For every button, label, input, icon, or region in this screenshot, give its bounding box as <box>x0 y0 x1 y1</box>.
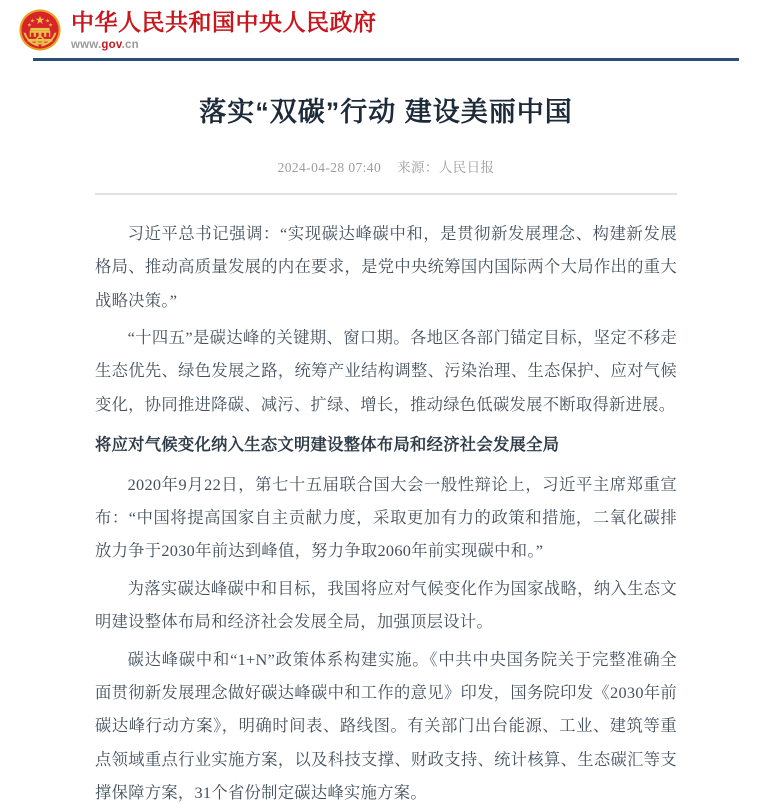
paragraph: 习近平总书记强调：“实现碳达峰碳中和，是贯彻新发展理念、构建新发展格局、推动高质量发展的内在要求，是党中央统筹国内国际两个大局作出的重大战略决策。” <box>95 223 677 310</box>
brand-block <box>71 9 377 52</box>
meta-divider <box>95 193 677 195</box>
article-body <box>95 217 677 810</box>
paragraph: 为落实碳达峰碳中和目标，我国将应对气候变化作为国家战略，纳入生态文明建设整体布局和经济社会发展全局，加强顶层设计。 <box>95 578 677 632</box>
site-header <box>0 0 772 56</box>
article-source-label: 来源： <box>397 159 439 175</box>
site-brand-title: 中华人民共和国中央人民政府 <box>71 8 377 35</box>
site-url[interactable] <box>71 40 377 52</box>
site-url-gov: gov <box>101 38 122 51</box>
paragraph: 碳达峰碳中和“1+N”政策体系构建实施。《中共中央国务院关于完整准确全面贯彻新发展理念做好碳达峰碳中和工作的意见》印发，国务院印发《2030年前碳达峰行动方案》，明确时间表、路线图。有关部门出台能源、工业、建筑等重点领域重点行业实施方案，以及科技支撑、财政支持、统计核算、生态碳汇等支撑保障方案，31个省份制定碳达峰实施方案。 <box>95 649 677 803</box>
site-url-www: www. <box>71 38 102 51</box>
header-divider <box>33 58 739 61</box>
article-source-name: 人民日报 <box>438 159 495 175</box>
paragraph: “十四五”是碳达峰的关键期、窗口期。各地区各部门锚定目标，坚定不移走生态优先、绿色发展之路，统筹产业结构调整、污染治理、生态保护、应对气候变化，协同推进降碳、减污、扩绿、增长，推动绿色低碳发展不断取得新进展。 <box>95 328 677 414</box>
site-url-cn: .cn <box>121 38 139 51</box>
site-header-inner <box>0 0 772 52</box>
article <box>0 56 772 810</box>
article-date: 2024-04-28 07:40 <box>277 159 382 175</box>
section-subheading: 将应对气候变化纳入生态文明建设整体布局和经济社会发展全局 <box>95 435 560 455</box>
paragraph: 2020年9月22日，第七十五届联合国大会一般性辩论上，习近平主席郑重宣布：“中国将提高国家自主贡献力度，采取更加有力的政策和措施，二氧化碳排放力争于2030年前达到峰值，努力争取2060年前实现碳中和。” <box>95 474 677 561</box>
page-title: 落实“双碳”行动 建设美丽中国 <box>199 97 573 127</box>
national-emblem-icon <box>18 8 62 52</box>
article-meta <box>95 156 677 176</box>
